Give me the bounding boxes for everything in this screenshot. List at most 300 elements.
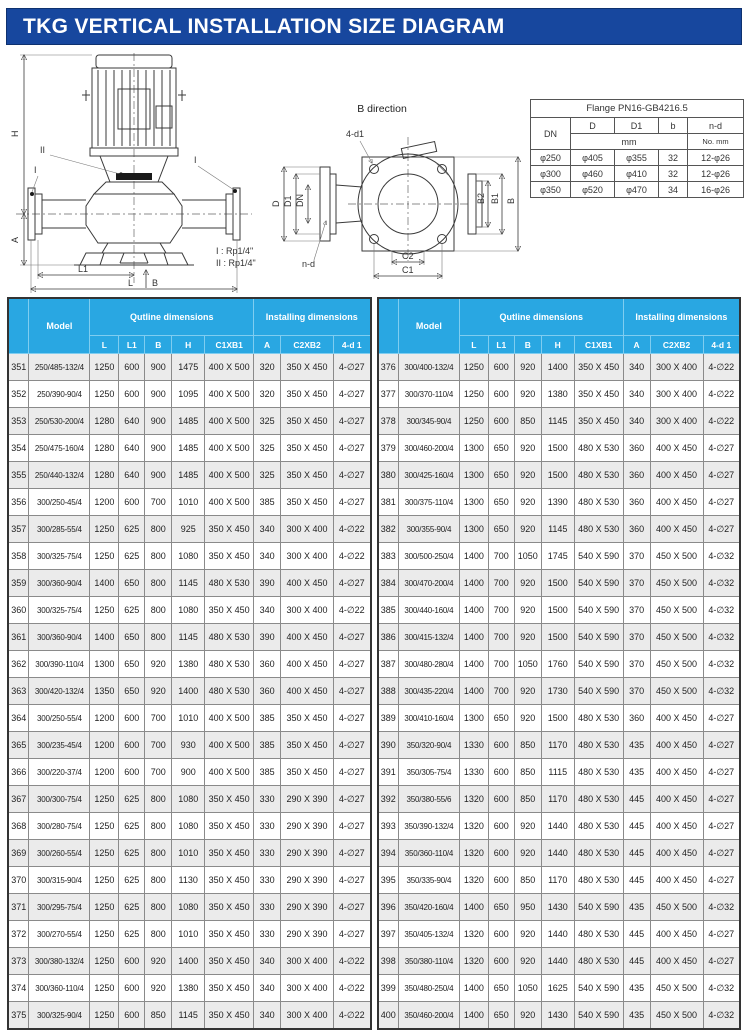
row-number: 390: [378, 732, 399, 759]
d1-value: φ470: [615, 182, 659, 198]
dim-l1: 650: [488, 705, 514, 732]
dim-4d1: 4-∅32: [703, 624, 740, 651]
dim-h: 1145: [541, 516, 574, 543]
dim-b: 1050: [514, 543, 541, 570]
dim-label-c2: C2: [402, 251, 414, 261]
dim-l1: 600: [488, 381, 514, 408]
dim-l1: 600: [488, 840, 514, 867]
model: 350/335-90/4: [398, 867, 459, 894]
dim-a: 385: [254, 705, 281, 732]
dim-4d1: 4-∅27: [333, 894, 370, 921]
dim-b: 920: [145, 678, 172, 705]
dim-a: 330: [254, 921, 281, 948]
table-row: [378, 543, 741, 570]
model: 300/470-200/4: [398, 570, 459, 597]
dim-4d1: 4-∅32: [703, 894, 740, 921]
group-header-installing: Installing dimensions: [623, 298, 740, 336]
dim-c2xb2: 400 X 450: [650, 840, 703, 867]
dim-4d1: 4-∅32: [703, 678, 740, 705]
row-number: 354: [8, 435, 29, 462]
dim-l: 1250: [90, 381, 119, 408]
dim-l1: 700: [488, 678, 514, 705]
dim-l: 1400: [90, 570, 119, 597]
row-number: 388: [378, 678, 399, 705]
dim-a: 435: [623, 1002, 650, 1030]
model: 300/280-75/4: [29, 813, 90, 840]
dim-b: 920: [514, 840, 541, 867]
col-header-l1: L1: [119, 336, 145, 354]
dim-c2xb2: 290 X 390: [281, 867, 334, 894]
dim-b: 920: [514, 354, 541, 381]
dim-c1xb1: 540 X 590: [574, 624, 623, 651]
dim-l1: 625: [119, 597, 145, 624]
dim-h: 1485: [172, 435, 205, 462]
model: 300/480-280/4: [398, 651, 459, 678]
table-row: [378, 1002, 741, 1030]
dim-4d1: 4-∅27: [703, 921, 740, 948]
table-row: [531, 166, 744, 182]
col-header-l1: L1: [488, 336, 514, 354]
dim-h: 1080: [172, 543, 205, 570]
dim-l1: 650: [488, 894, 514, 921]
table-row: [378, 867, 741, 894]
dim-b: 900: [145, 354, 172, 381]
main-table-right-body: [378, 354, 741, 1030]
dim-c1xb1: 350 X 450: [205, 543, 254, 570]
dim-c1xb1: 480 X 530: [574, 813, 623, 840]
dim-l1: 625: [119, 543, 145, 570]
model: 250/390-90/4: [29, 381, 90, 408]
flange-col-d1: D1: [615, 118, 659, 134]
table-row: [8, 651, 371, 678]
dim-4d1: 4-∅22: [703, 408, 740, 435]
row-number: 393: [378, 813, 399, 840]
dim-c2xb2: 400 X 450: [650, 921, 703, 948]
dim-l: 1250: [90, 867, 119, 894]
diagram-area: [0, 47, 748, 295]
row-number: 379: [378, 435, 399, 462]
row-number: 367: [8, 786, 29, 813]
table-row: [8, 516, 371, 543]
dim-b: 800: [145, 867, 172, 894]
model: 300/370-110/4: [398, 381, 459, 408]
dim-4d1: 4-∅27: [333, 813, 370, 840]
dim-b: 920: [514, 489, 541, 516]
table-row: [8, 435, 371, 462]
dim-c1xb1: 540 X 590: [574, 678, 623, 705]
dim-4d1: 4-∅32: [703, 570, 740, 597]
dim-l1: 600: [119, 1002, 145, 1030]
dim-b: 800: [145, 921, 172, 948]
dim-label-b1: B1: [490, 192, 500, 204]
dim-c1xb1: 350 X 450: [205, 1002, 254, 1030]
dimension-tables: [7, 297, 741, 1030]
dim-l: 1400: [459, 651, 488, 678]
dim-4d1: 4-∅32: [703, 597, 740, 624]
dim-4d1: 4-∅27: [333, 381, 370, 408]
table-row: [378, 975, 741, 1002]
dim-l1: 650: [488, 462, 514, 489]
dim-l1: 650: [488, 435, 514, 462]
dim-b: 1050: [514, 975, 541, 1002]
table-row: [378, 651, 741, 678]
dim-h: 1145: [172, 1002, 205, 1030]
model: 300/285-55/4: [29, 516, 90, 543]
row-number: 357: [8, 516, 29, 543]
dim-l1: 600: [488, 408, 514, 435]
dim-a: 390: [254, 570, 281, 597]
dim-c2xb2: 350 X 450: [281, 759, 334, 786]
dim-4d1: 4-∅27: [703, 705, 740, 732]
dim-4d1: 4-∅27: [333, 354, 370, 381]
main-table-left: [7, 297, 372, 1030]
model: 300/500-250/4: [398, 543, 459, 570]
table-row: [8, 975, 371, 1002]
model: 300/415-132/4: [398, 624, 459, 651]
dim-h: 1500: [541, 705, 574, 732]
dim-h: 1430: [541, 894, 574, 921]
dim-l1: 600: [119, 381, 145, 408]
dim-4d1: 4-∅22: [333, 1002, 370, 1030]
row-number: 396: [378, 894, 399, 921]
dim-4d1: 4-∅32: [703, 651, 740, 678]
dim-a: 445: [623, 813, 650, 840]
row-number: 373: [8, 948, 29, 975]
dim-l1: 700: [488, 597, 514, 624]
dim-c1xb1: 400 X 500: [205, 435, 254, 462]
dim-c1xb1: 350 X 450: [574, 381, 623, 408]
dim-l1: 650: [488, 489, 514, 516]
row-number: 362: [8, 651, 29, 678]
model: 300/390-110/4: [29, 651, 90, 678]
dim-l1: 600: [119, 948, 145, 975]
dim-c2xb2: 400 X 450: [650, 516, 703, 543]
dim-l: 1300: [459, 462, 488, 489]
dim-label-l1: L1: [78, 264, 89, 274]
dim-c2xb2: 350 X 450: [281, 354, 334, 381]
dim-4d1: 4-∅22: [333, 543, 370, 570]
table-row: [8, 813, 371, 840]
dim-c1xb1: 400 X 500: [205, 759, 254, 786]
dim-4d1: 4-∅27: [333, 732, 370, 759]
dim-4d1: 4-∅27: [703, 759, 740, 786]
dim-c1xb1: 400 X 500: [205, 705, 254, 732]
dim-c1xb1: 350 X 450: [205, 867, 254, 894]
dim-c1xb1: 480 X 530: [205, 651, 254, 678]
dim-h: 1095: [172, 381, 205, 408]
dim-label-c1: C1: [402, 265, 414, 275]
dim-label-l: L: [128, 278, 134, 288]
dim-l: 1250: [90, 948, 119, 975]
d-value: φ460: [571, 166, 615, 182]
table-row: [8, 786, 371, 813]
dim-c2xb2: 290 X 390: [281, 813, 334, 840]
dim-l1: 640: [119, 462, 145, 489]
dim-a: 360: [623, 462, 650, 489]
row-number: 381: [378, 489, 399, 516]
dim-a: 340: [623, 354, 650, 381]
dim-l1: 600: [119, 732, 145, 759]
dim-c1xb1: 400 X 500: [205, 732, 254, 759]
dim-b: 800: [145, 894, 172, 921]
dim-b: 700: [145, 759, 172, 786]
dim-b: 850: [514, 867, 541, 894]
dim-a: 370: [623, 597, 650, 624]
dim-l: 1400: [459, 1002, 488, 1030]
dim-a: 370: [623, 678, 650, 705]
dim-c1xb1: 480 X 530: [574, 867, 623, 894]
dim-l1: 650: [488, 975, 514, 1002]
dim-c2xb2: 400 X 450: [281, 570, 334, 597]
col-header-l: L: [90, 336, 119, 354]
dn-value: φ350: [531, 182, 571, 198]
dim-a: 340: [254, 1002, 281, 1030]
dim-b: 850: [514, 732, 541, 759]
dim-b: 920: [514, 705, 541, 732]
dim-b: 920: [514, 921, 541, 948]
model: 300/250-55/4: [29, 705, 90, 732]
dim-b: 850: [145, 1002, 172, 1030]
model: 350/390-132/4: [398, 813, 459, 840]
group-header-installing: Installing dimensions: [254, 298, 371, 336]
dim-h: 1500: [541, 570, 574, 597]
dim-l1: 600: [488, 732, 514, 759]
dim-c1xb1: 350 X 450: [205, 975, 254, 1002]
dim-h: 1400: [541, 354, 574, 381]
dim-c2xb2: 400 X 450: [650, 759, 703, 786]
dim-c1xb1: 350 X 450: [205, 921, 254, 948]
table-row: [378, 516, 741, 543]
dim-h: 1170: [541, 867, 574, 894]
table-row: [378, 435, 741, 462]
dim-4d1: 4-∅32: [703, 543, 740, 570]
dim-l: 1400: [459, 597, 488, 624]
model: 300/360-90/4: [29, 570, 90, 597]
dim-4d1: 4-∅27: [703, 435, 740, 462]
dim-l1: 700: [488, 570, 514, 597]
row-number: 363: [8, 678, 29, 705]
dim-a: 435: [623, 732, 650, 759]
b-direction-title: B direction: [357, 103, 407, 115]
dim-4d1: 4-∅27: [333, 624, 370, 651]
dim-a: 360: [623, 705, 650, 732]
dim-c2xb2: 300 X 400: [650, 408, 703, 435]
model: 300/375-110/4: [398, 489, 459, 516]
dim-l1: 625: [119, 894, 145, 921]
dim-h: 1115: [541, 759, 574, 786]
dim-c2xb2: 450 X 500: [650, 975, 703, 1002]
dim-l1: 625: [119, 786, 145, 813]
row-number: 395: [378, 867, 399, 894]
col-header-a: A: [254, 336, 281, 354]
dim-l: 1400: [459, 570, 488, 597]
dim-l: 1300: [90, 651, 119, 678]
dim-l1: 600: [488, 867, 514, 894]
dim-4d1: 4-∅27: [333, 570, 370, 597]
row-number: 377: [378, 381, 399, 408]
dim-c1xb1: 350 X 450: [574, 354, 623, 381]
dim-l1: 625: [119, 813, 145, 840]
dim-c1xb1: 350 X 450: [205, 840, 254, 867]
dim-c2xb2: 290 X 390: [281, 894, 334, 921]
dim-l1: 625: [119, 840, 145, 867]
dim-l1: 650: [119, 570, 145, 597]
model: 300/400-132/4: [398, 354, 459, 381]
dim-h: 1390: [541, 489, 574, 516]
dim-l1: 600: [488, 813, 514, 840]
col-header-c2xb2: C2XB2: [281, 336, 334, 354]
table-row: [8, 543, 371, 570]
dim-c1xb1: 400 X 500: [205, 489, 254, 516]
model: 250/485-132/4: [29, 354, 90, 381]
dim-c1xb1: 400 X 500: [205, 462, 254, 489]
dim-l: 1320: [459, 813, 488, 840]
dim-c2xb2: 450 X 500: [650, 624, 703, 651]
col-header-c1xb1: C1XB1: [205, 336, 254, 354]
mark-i-left-label: I: [34, 165, 37, 175]
table-row: [378, 354, 741, 381]
dim-a: 340: [254, 975, 281, 1002]
table-row: [378, 408, 741, 435]
table-row: [8, 921, 371, 948]
table-row: [8, 597, 371, 624]
dim-h: 1745: [541, 543, 574, 570]
dim-c2xb2: 300 X 400: [281, 1002, 334, 1030]
dim-b: 800: [145, 570, 172, 597]
model: 250/475-160/4: [29, 435, 90, 462]
dim-c1xb1: 350 X 450: [205, 597, 254, 624]
dim-b: 920: [514, 570, 541, 597]
dim-a: 325: [254, 408, 281, 435]
row-number: 359: [8, 570, 29, 597]
dim-4d1: 4-∅27: [333, 759, 370, 786]
model: 300/360-110/4: [29, 975, 90, 1002]
dim-b: 920: [145, 975, 172, 1002]
dim-l1: 625: [119, 867, 145, 894]
dim-l1: 600: [488, 759, 514, 786]
dim-l: 1400: [459, 543, 488, 570]
corner-header-cell: [378, 298, 399, 354]
dim-a: 385: [254, 732, 281, 759]
row-number: 397: [378, 921, 399, 948]
dim-h: 1145: [172, 624, 205, 651]
model: 300/410-160/4: [398, 705, 459, 732]
dim-b: 920: [514, 381, 541, 408]
dim-4d1: 4-∅27: [703, 840, 740, 867]
four-d1-label: 4-d1: [346, 129, 365, 139]
table-row: [8, 840, 371, 867]
dim-c2xb2: 400 X 450: [650, 435, 703, 462]
dim-l: 1300: [459, 489, 488, 516]
dim-l1: 640: [119, 408, 145, 435]
dim-c2xb2: 400 X 450: [281, 624, 334, 651]
dim-c1xb1: 480 X 530: [205, 678, 254, 705]
dim-b: 800: [145, 516, 172, 543]
pump-b-direction-drawing: [262, 99, 532, 291]
dim-b: 920: [514, 435, 541, 462]
dim-c2xb2: 290 X 390: [281, 921, 334, 948]
dim-c1xb1: 540 X 590: [574, 597, 623, 624]
model: 300/325-75/4: [29, 597, 90, 624]
dim-a: 370: [623, 651, 650, 678]
dim-c1xb1: 480 X 530: [574, 759, 623, 786]
corner-header-cell: [8, 298, 29, 354]
dim-l1: 625: [119, 516, 145, 543]
dim-h: 1500: [541, 624, 574, 651]
col-header-b: B: [514, 336, 541, 354]
dim-c1xb1: 400 X 500: [205, 354, 254, 381]
dim-a: 435: [623, 975, 650, 1002]
dim-b: 1050: [514, 651, 541, 678]
dim-b: 920: [514, 516, 541, 543]
dim-l1: 600: [488, 786, 514, 813]
dim-l1: 600: [119, 354, 145, 381]
dim-b: 920: [514, 948, 541, 975]
dim-label-a: A: [10, 236, 20, 243]
model: 300/380-132/4: [29, 948, 90, 975]
dim-b: 900: [145, 435, 172, 462]
dim-h: 925: [172, 516, 205, 543]
col-header-l: L: [459, 336, 488, 354]
row-number: 369: [8, 840, 29, 867]
dim-b: 850: [514, 408, 541, 435]
dim-a: 445: [623, 840, 650, 867]
dim-label-h: H: [10, 130, 20, 137]
model: 300/260-55/4: [29, 840, 90, 867]
table-row: [8, 408, 371, 435]
dim-a: 330: [254, 867, 281, 894]
dim-c2xb2: 400 X 450: [281, 651, 334, 678]
dim-l: 1250: [459, 381, 488, 408]
table-row: [378, 705, 741, 732]
dim-l: 1300: [459, 435, 488, 462]
table-row: [378, 570, 741, 597]
dim-h: 1080: [172, 813, 205, 840]
dim-l: 1330: [459, 759, 488, 786]
dim-c2xb2: 400 X 450: [650, 705, 703, 732]
table-row: [378, 381, 741, 408]
dim-h: 1760: [541, 651, 574, 678]
dim-b: 920: [514, 462, 541, 489]
dim-l1: 700: [488, 624, 514, 651]
dim-l: 1400: [459, 624, 488, 651]
dim-4d1: 4-∅27: [333, 651, 370, 678]
dim-h: 1080: [172, 597, 205, 624]
dim-4d1: 4-∅27: [333, 489, 370, 516]
dim-h: 1170: [541, 732, 574, 759]
dim-c1xb1: 350 X 450: [574, 408, 623, 435]
dim-l: 1200: [90, 705, 119, 732]
dim-a: 340: [254, 543, 281, 570]
dim-h: 1380: [172, 651, 205, 678]
row-number: 360: [8, 597, 29, 624]
dim-l: 1250: [90, 516, 119, 543]
dim-h: 1380: [172, 975, 205, 1002]
dim-label-b: B: [152, 278, 159, 288]
table-row: [531, 182, 744, 198]
dim-b: 900: [145, 408, 172, 435]
model: 250/440-132/4: [29, 462, 90, 489]
dim-a: 445: [623, 867, 650, 894]
dim-h: 1130: [172, 867, 205, 894]
dim-a: 370: [623, 570, 650, 597]
port-note-1: I : Rp1/4": [216, 246, 254, 256]
dim-l: 1250: [90, 894, 119, 921]
dim-l: 1250: [459, 354, 488, 381]
dim-4d1: 4-∅27: [333, 705, 370, 732]
dim-c1xb1: 480 X 530: [574, 921, 623, 948]
row-number: 380: [378, 462, 399, 489]
